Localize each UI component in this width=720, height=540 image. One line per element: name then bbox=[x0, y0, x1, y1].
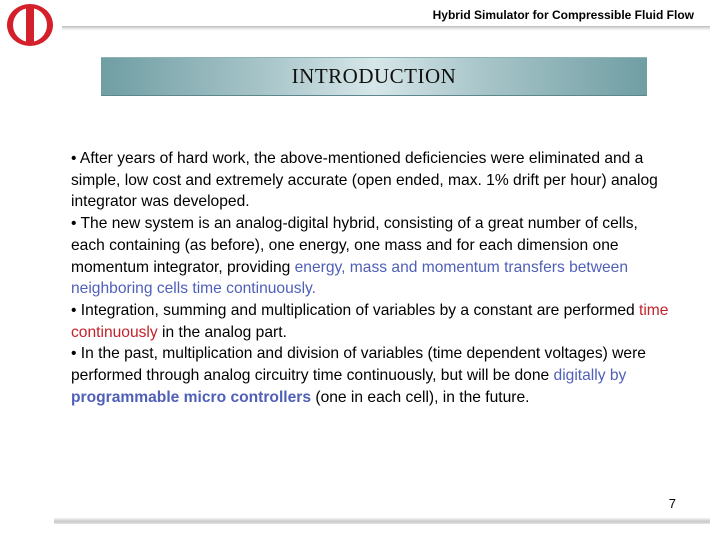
footer-divider bbox=[54, 518, 710, 524]
paragraph-3-text-end: in the analog part. bbox=[157, 323, 287, 341]
paragraph-2-text: • The new system is an analog-digital hybrid, consisting of a great number of cells, each containing (as before), one energy, one mass and for each dimension one momentum integrator, providing bbox=[71, 215, 638, 276]
paragraph-1 bbox=[71, 148, 671, 213]
slide-title: INTRODUCTION bbox=[291, 64, 457, 88]
header-divider bbox=[62, 26, 710, 31]
paragraph-4-text-end: (one in each cell), in the future. bbox=[311, 388, 530, 406]
paragraph-3 bbox=[71, 300, 671, 343]
paragraph-4-highlight-bold: programmable micro controllers bbox=[71, 388, 312, 406]
paragraph-4-highlight: digitally by bbox=[553, 367, 627, 385]
presentation-title: Hybrid Simulator for Compressible Fluid Flow bbox=[432, 8, 694, 22]
paragraph-2-highlight: energy, mass and momentum transfers between neighboring cells time continuously. bbox=[71, 258, 629, 298]
paragraph-3-text-start: • Integration, summing and multiplication of variables by a constant are performed bbox=[71, 301, 639, 319]
paragraph-4 bbox=[71, 343, 671, 408]
university-logo-icon bbox=[3, 2, 57, 48]
slide-title-banner bbox=[101, 57, 647, 96]
paragraph-2 bbox=[71, 213, 671, 300]
page-number: 7 bbox=[668, 496, 676, 511]
paragraph-3-highlight: time continuously bbox=[71, 301, 669, 341]
paragraph-1-text: • After years of hard work, the above-mentioned deficiencies were eliminated and a simple, low cost and extremely accurate (open ended, max. 1% drift per hour) analog integrator was developed. bbox=[71, 150, 658, 211]
slide-body bbox=[71, 148, 671, 408]
paragraph-4-text-start: • In the past, multiplication and division of variables (time dependent voltages) were performed through analog circuitry time continuously, but will be done bbox=[71, 345, 646, 385]
